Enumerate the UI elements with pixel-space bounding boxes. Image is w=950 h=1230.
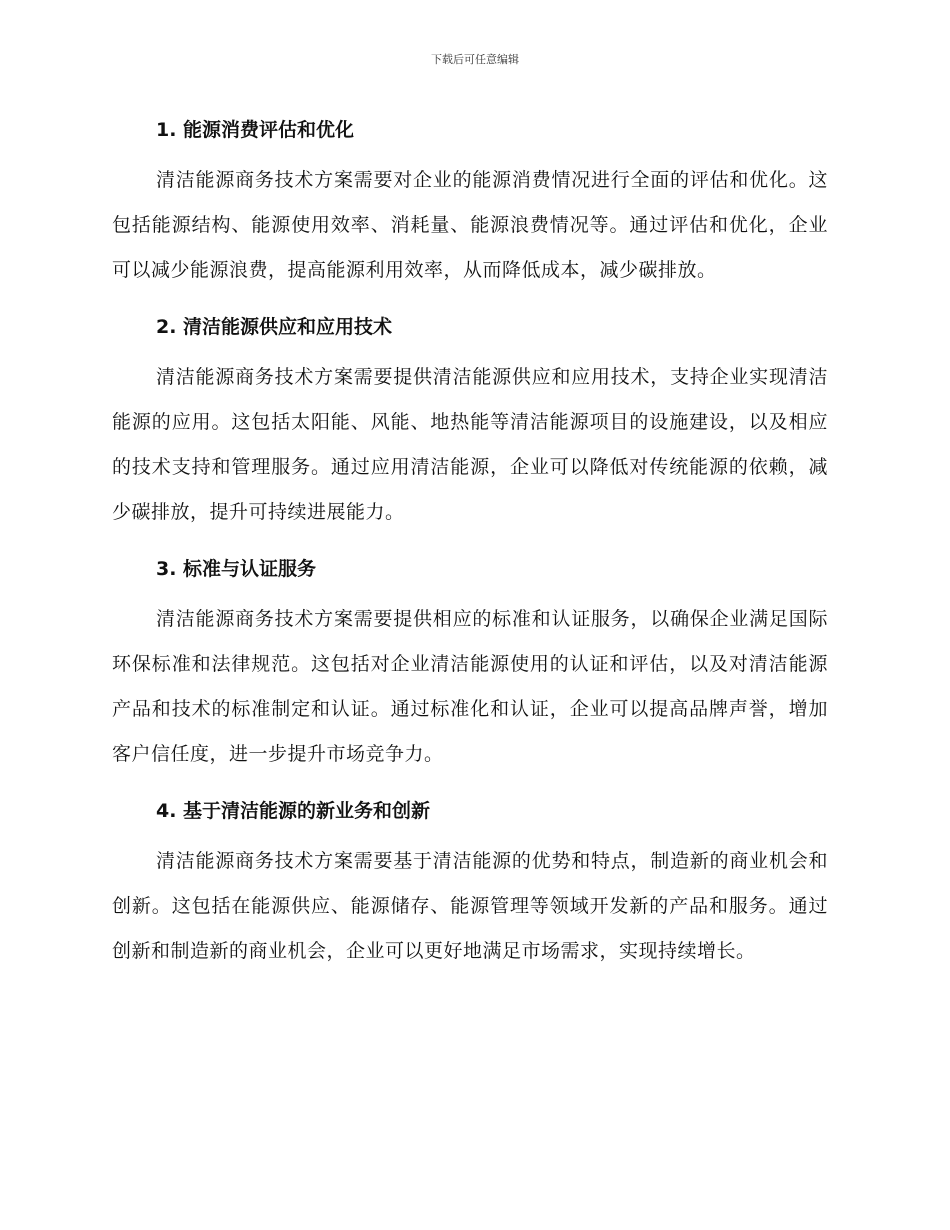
section-heading-4: 4. 基于清洁能源的新业务和创新 [156, 800, 431, 822]
section-body-3: 清洁能源商务技术方案需要提供相应的标准和认证服务，以确保企业满足国际环保标准和法律规范。这包括对企业清洁能源使用的认证和评估，以及对清洁能源产品和技术的标准制定和认证。通过标准化和认证，企业可以提高品牌声誉，增加客户信任度，进一步提升市场竞争力。 [112, 608, 828, 765]
page-header: 下载后可任意编辑 [431, 53, 519, 66]
section-body-2: 清洁能源商务技术方案需要提供清洁能源供应和应用技术，支持企业实现清洁能源的应用。这包括太阳能、风能、地热能等清洁能源项目的设施建设，以及相应的技术支持和管理服务。通过应用清洁能源，企业可以降低对传统能源的依赖，减少碳排放，提升可持续进展能力。 [112, 366, 828, 523]
section-body-4: 清洁能源商务技术方案需要基于清洁能源的优势和特点，制造新的商业机会和创新。这包括在能源供应、能源储存、能源管理等领域开发新的产品和服务。通过创新和制造新的商业机会，企业可以更好地满足市场需求，实现持续增长。 [112, 850, 828, 962]
document-body [112, 110, 828, 988]
section-heading-3: 3. 标准与认证服务 [156, 558, 317, 580]
section-heading-1: 1. 能源消费评估和优化 [156, 119, 355, 141]
section-body-1: 清洁能源商务技术方案需要对企业的能源消费情况进行全面的评估和优化。这包括能源结构、能源使用效率、消耗量、能源浪费情况等。通过评估和优化，企业可以减少能源浪费，提高能源利用效率，从而降低成本，减少碳排放。 [112, 169, 828, 281]
section-heading-2: 2. 清洁能源供应和应用技术 [156, 316, 393, 338]
